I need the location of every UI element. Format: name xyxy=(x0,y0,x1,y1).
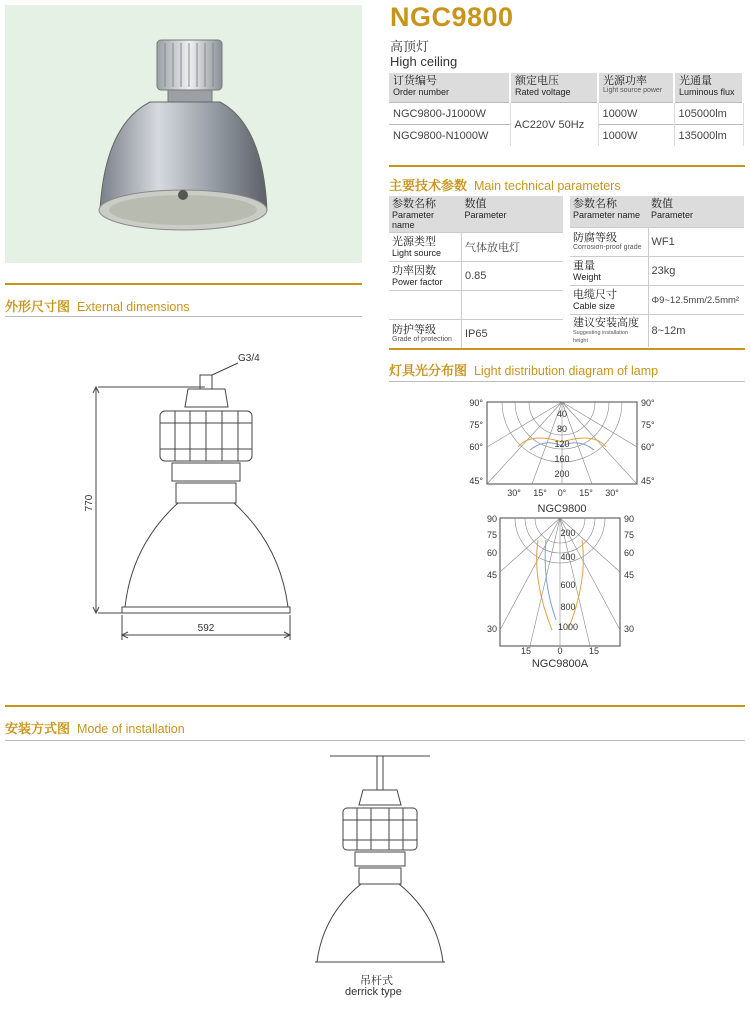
dimensions-section-heading: 外形尺寸图 External dimensions xyxy=(5,299,190,314)
light-distribution-diagram-1 xyxy=(440,392,670,517)
table-row: 建议安装高度 Suggesting installation height 8~12m xyxy=(570,315,744,348)
svg-text:45: 45 xyxy=(624,570,635,580)
svg-text:75: 75 xyxy=(624,530,635,540)
svg-text:80: 80 xyxy=(556,424,568,434)
light-distribution-diagram-2 xyxy=(460,510,660,670)
lamp-photo-illustration xyxy=(5,5,362,263)
table-row xyxy=(389,291,563,320)
rated-voltage-cell: AC220V 50Hz xyxy=(510,103,598,147)
svg-text:120: 120 xyxy=(554,439,570,449)
order-number-cell: NGC9800-N1000W xyxy=(389,125,510,147)
product-name-cn: 高顶灯 xyxy=(390,39,430,54)
svg-text:30°: 30° xyxy=(507,488,521,498)
dimension-drawing xyxy=(60,345,320,650)
svg-text:30°: 30° xyxy=(605,488,619,498)
power-cell: 1000W xyxy=(598,103,674,125)
param-table-right xyxy=(570,196,744,347)
table-row: 防护等级 Grade of protection IP65 xyxy=(389,320,563,349)
svg-text:45: 45 xyxy=(486,570,497,580)
order-table xyxy=(389,73,744,146)
svg-text:90°: 90° xyxy=(469,398,483,408)
diagram2-caption: NGC9800A xyxy=(531,658,589,670)
power-cell: 1000W xyxy=(598,125,674,147)
divider xyxy=(5,316,362,317)
divider xyxy=(5,740,745,741)
svg-text:800: 800 xyxy=(560,602,576,612)
svg-text:15: 15 xyxy=(520,646,532,656)
table-row: 防腐等级 Corrosion-proof grade WF1 xyxy=(570,228,744,257)
svg-text:30: 30 xyxy=(486,624,497,634)
header-light-source-power: 光源功率 Light source power xyxy=(598,73,674,103)
param-table-left xyxy=(389,196,563,348)
diagram1-caption: NGC9800 xyxy=(537,503,587,515)
svg-text:15°: 15° xyxy=(579,488,593,498)
divider xyxy=(389,348,745,350)
svg-text:600: 600 xyxy=(560,580,576,590)
order-table-header xyxy=(389,73,743,103)
table-row: 重量 Weight 23kg xyxy=(570,257,744,286)
table-row xyxy=(389,103,743,125)
svg-text:75°: 75° xyxy=(469,420,483,430)
svg-text:160: 160 xyxy=(554,454,570,464)
product-photo xyxy=(5,5,362,263)
tech-section-heading: 主要技术参数 Main technical parameters xyxy=(389,178,621,193)
svg-text:45°: 45° xyxy=(641,476,655,486)
table-row: 光源类型 Light source 气体放电灯 xyxy=(389,233,563,262)
svg-text:60°: 60° xyxy=(641,442,655,452)
svg-text:75°: 75° xyxy=(641,420,655,430)
height-label: 770 xyxy=(84,494,95,512)
svg-text:15°: 15° xyxy=(533,488,547,498)
install-caption-en: derrick type xyxy=(345,986,402,998)
width-label: 592 xyxy=(197,623,215,634)
product-name-en: High ceiling xyxy=(390,54,458,69)
product-model-title: NGC9800 xyxy=(390,2,514,32)
svg-text:90: 90 xyxy=(486,514,497,524)
table-row: 功率因数 Power factor 0.85 xyxy=(389,262,563,291)
divider xyxy=(389,381,745,382)
param-table-header: 参数名称 Parameter name 数值 Parameter xyxy=(389,196,563,233)
installation-drawing xyxy=(305,750,455,972)
install-section-heading: 安装方式图 Mode of installation xyxy=(5,721,185,736)
divider xyxy=(5,705,745,707)
svg-text:200: 200 xyxy=(560,528,576,538)
param-table-header: 参数名称 Parameter name 数值 Parameter xyxy=(570,196,744,228)
flux-cell: 135000lm xyxy=(674,125,743,147)
thread-label: G3/4 xyxy=(238,353,260,364)
light-section-heading: 灯具光分布图 Light distribution diagram of lamp xyxy=(389,363,659,378)
header-order-number: 订货编号 Order number xyxy=(389,73,510,103)
svg-text:75: 75 xyxy=(486,530,497,540)
order-number-cell: NGC9800-J1000W xyxy=(389,103,510,125)
svg-text:60: 60 xyxy=(486,548,497,558)
svg-text:0°: 0° xyxy=(557,488,567,498)
svg-text:40: 40 xyxy=(556,409,568,419)
svg-text:400: 400 xyxy=(560,552,576,562)
svg-text:30: 30 xyxy=(624,624,635,634)
divider xyxy=(389,165,745,167)
svg-text:60°: 60° xyxy=(469,442,483,452)
flux-cell: 105000lm xyxy=(674,103,743,125)
svg-text:1000: 1000 xyxy=(557,622,579,632)
svg-text:15: 15 xyxy=(588,646,600,656)
svg-text:90°: 90° xyxy=(641,398,655,408)
svg-text:45°: 45° xyxy=(469,476,483,486)
install-caption-cn: 吊杆式 xyxy=(360,975,393,987)
divider xyxy=(5,283,362,285)
svg-text:200: 200 xyxy=(554,469,570,479)
svg-text:90: 90 xyxy=(624,514,635,524)
svg-text:0: 0 xyxy=(557,646,563,656)
svg-text:60: 60 xyxy=(624,548,635,558)
header-luminous-flux: 光通量 Luminous flux xyxy=(674,73,743,103)
header-rated-voltage: 额定电压 Rated voltage xyxy=(510,73,598,103)
table-row: 电缆尺寸 Cable size Φ9~12.5mm/2.5mm² xyxy=(570,286,744,315)
